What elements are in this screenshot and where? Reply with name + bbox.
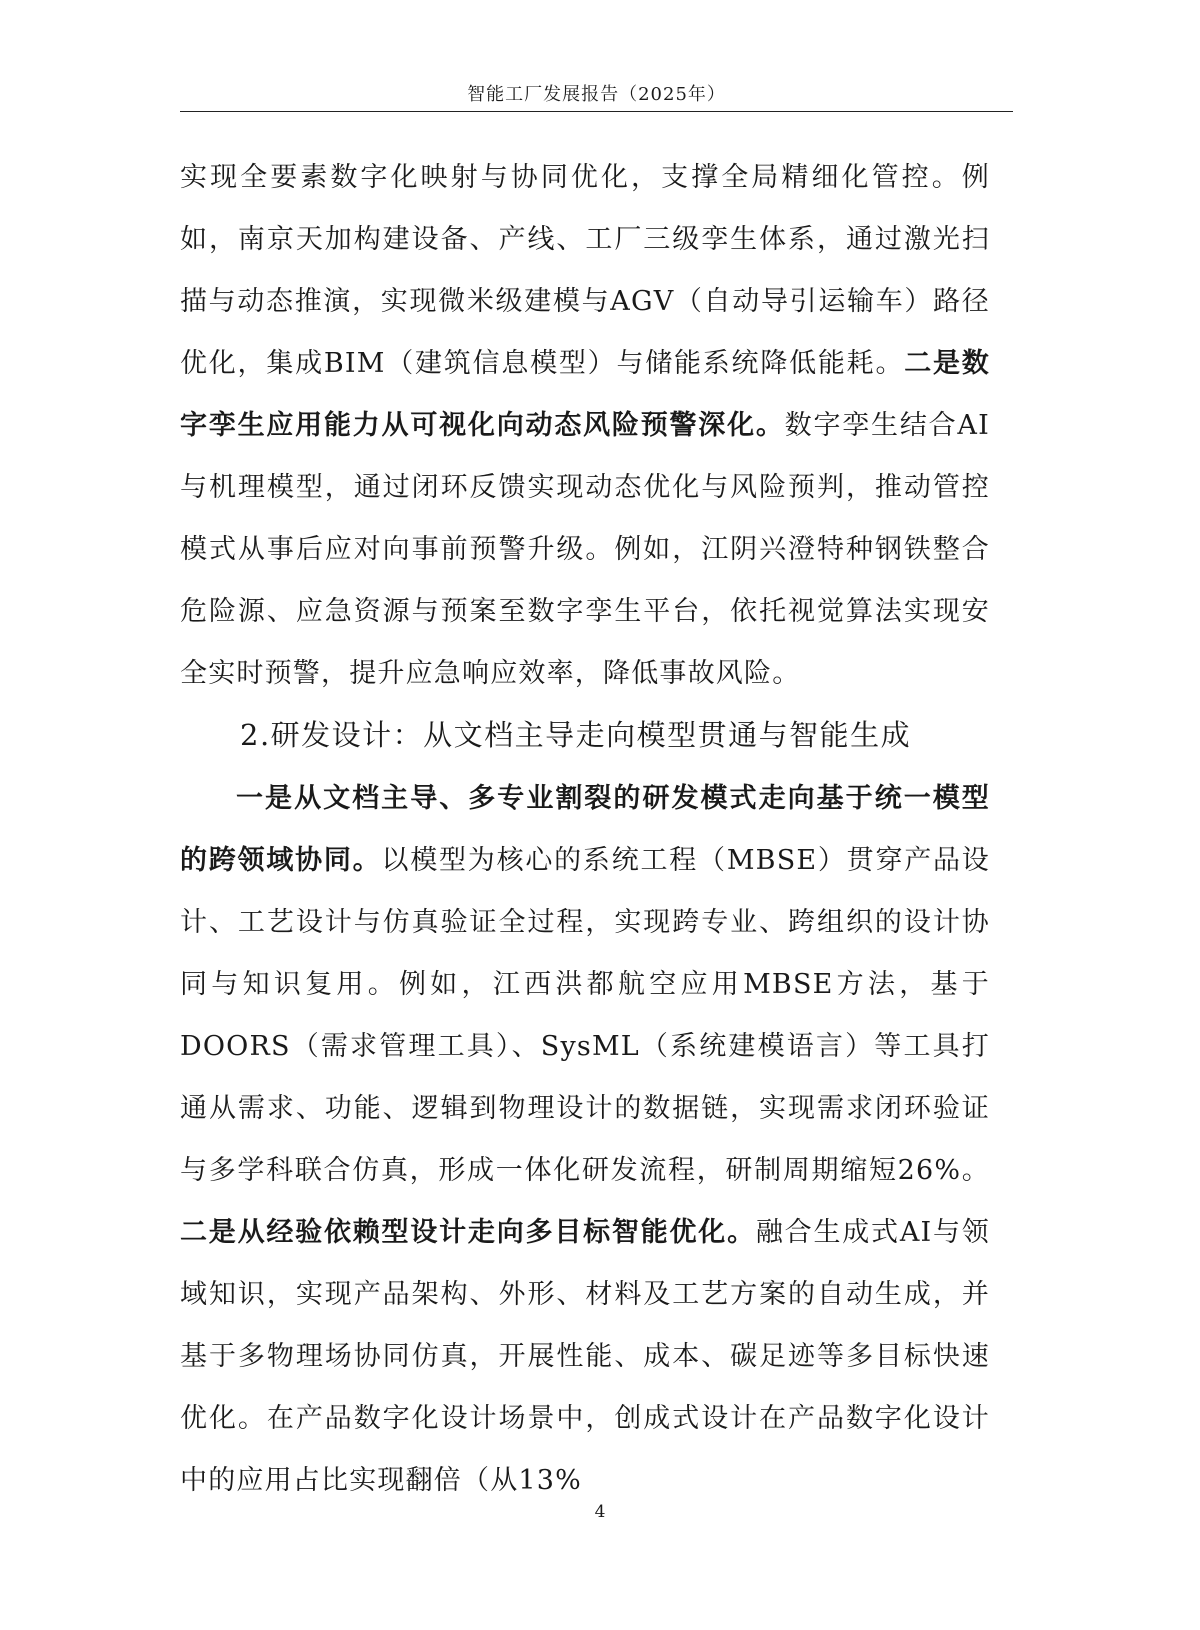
header-divider: [180, 111, 1013, 112]
bold-lead-sentence: 二是从经验依赖型设计走向多目标智能优化。: [180, 1217, 756, 1248]
body-paragraph-1: [180, 147, 990, 705]
section-heading: 2.研发设计：从文档主导走向模型贯通与智能生成: [240, 718, 912, 752]
paragraph-text: 以模型为核心的系统工程（MBSE）贯穿产品设计、工艺设计与仿真验证全过程，实现跨专业、跨组织的设计协同与知识复用。例如，江西洪都航空应用MBSE方法，基于DOORS（需求管理工具）、SysML（系统建模语言）等工具打通从需求、功能、逻辑到物理设计的数据链，实现需求闭环验证与多学科联合仿真，形成一体化研发流程，研制周期缩短26%。: [180, 845, 991, 1186]
body-paragraph-2: [180, 768, 990, 1512]
bold-lead-sentence: 一是从文档主导、多专业割裂的研发模式走向基于统一模型的跨领域协同。: [180, 783, 990, 876]
page-number: 4: [594, 1502, 606, 1522]
paragraph-text: 实现全要素数字化映射与协同优化，支撑全局精细化管控。例如，南京天加构建设备、产线、工厂三级孪生体系，通过激光扫描与动态推演，实现微米级建模与AGV（自动导引运输车）路径优化，集成BIM（建筑信息模型）与储能系统降低能耗。: [180, 162, 990, 379]
paragraph-text: 数字孪生结合AI与机理模型，通过闭环反馈实现动态优化与风险预判，推动管控模式从事后应对向事前预警升级。例如，江阴兴澄特种钢铁整合危险源、应急资源与预案至数字孪生平台，依托视觉算法实现安全实时预警，提升应急响应效率，降低事故风险。: [180, 410, 990, 689]
running-header: 智能工厂发展报告（2025年）: [467, 84, 726, 105]
bold-lead-sentence: 二是数字孪生应用能力从可视化向动态风险预警深化。: [180, 348, 990, 441]
paragraph-text: 融合生成式AI与领域知识，实现产品架构、外形、材料及工艺方案的自动生成，并基于多物理场协同仿真，开展性能、成本、碳足迹等多目标快速优化。在产品数字化设计场景中，创成式设计在产品数字化设计中的应用占比实现翻倍（从13%: [180, 1217, 990, 1496]
